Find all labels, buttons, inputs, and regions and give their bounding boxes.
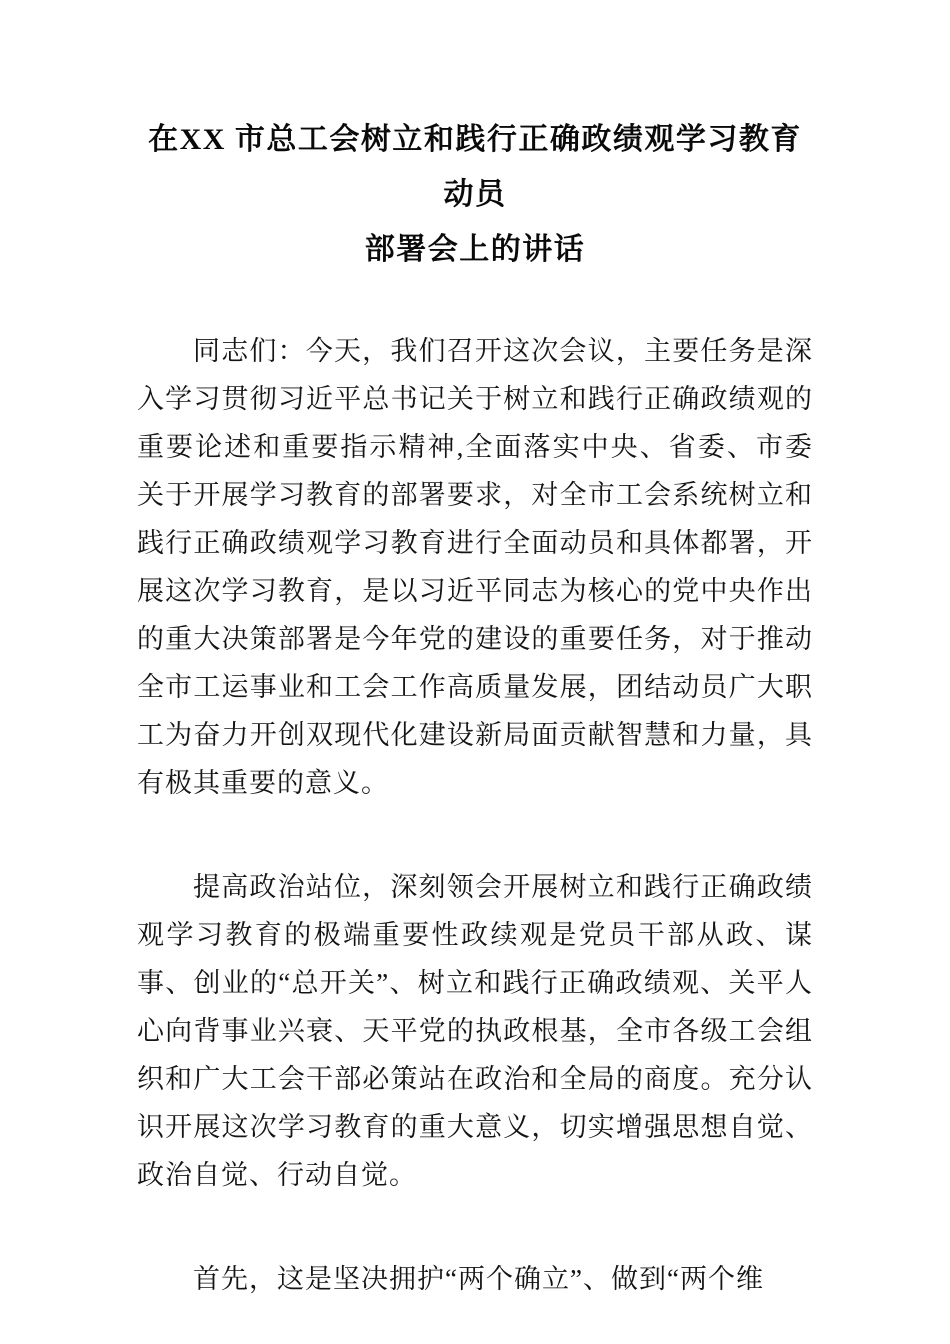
document-title-line-2: 部署会上的讲话 [364, 233, 586, 266]
document-title [137, 112, 813, 277]
document-title-line-1: 在XX 市总工会树立和践行正确政绩观学习教育动员 [148, 123, 802, 211]
paragraph-political-stance: 提高政治站位，深刻领会开展树立和践行正确政绩观学习教育的极端重要性政续观是党员干部从政、谋事、创业的“总开关”、树立和践行正确政绩观、关平人心向背事业兴衰、天平党的执政根基，全市各级工会组织和广大工会干部必策站在政治和全局的商度。充分认识开展这次学习教育的重大意义，切实增强思想自觉、政治自觉、行动自觉。 [137, 872, 813, 1190]
paragraph-first-point-truncated: 首先，这是坚决拥护“两个确立”、做到“两个维 [193, 1264, 764, 1294]
paragraph-opening: 同志们：今天，我们召开这次会议，主要任务是深入学习贯彻习近平总书记关于树立和践行正确政绩观的重要论述和重要指示精神,全面落实中央、省委、市委关于开展学习教育的部署要求，对全市工会系统树立和践行正确政绩观学习教育进行全面动员和具体都署，开展这次学习教育，是以习近平同志为核心的党中央作出的重大决策部署是今年党的建设的重要任务，对于推动全市工运事业和工会工作高质量发展，团结动员广大职工为奋力开创双现代化建设新局面贡献智慧和力量，具有极其重要的意义。 [137, 336, 813, 798]
document-body [137, 327, 813, 1303]
